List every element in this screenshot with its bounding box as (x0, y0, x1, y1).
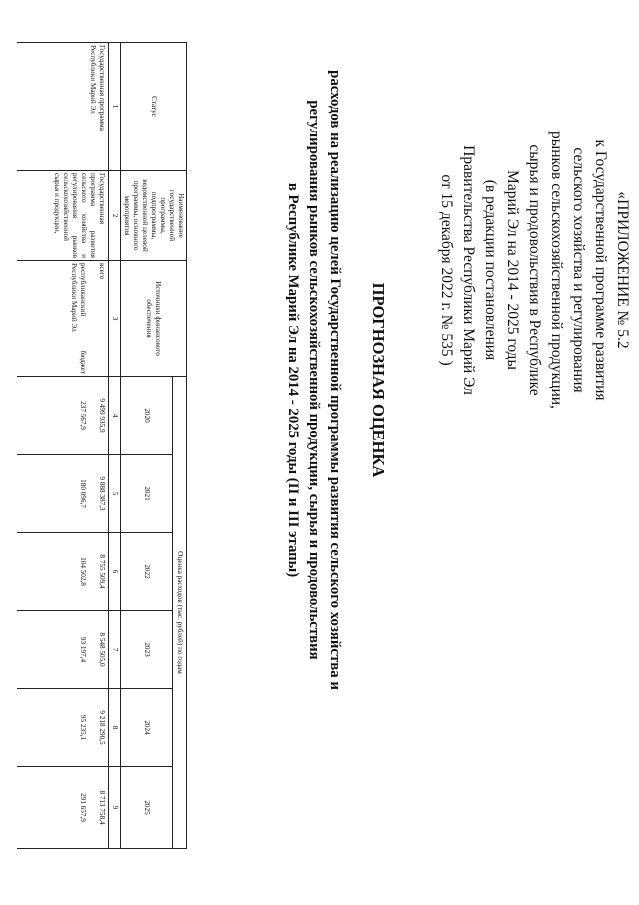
header-year: 2023 (121, 611, 173, 689)
column-number: 9 (109, 767, 121, 849)
header-year: 2025 (121, 767, 173, 849)
column-number: 3 (109, 261, 121, 377)
value-republican-budget: 291 657,9 (79, 793, 87, 822)
approval-line: «ПРИЛОЖЕНИЕ № 5.2 (614, 191, 631, 349)
header-year: 2022 (121, 533, 173, 611)
year-cell (17, 455, 109, 533)
document-subtitle-line: в Республике Марий Эл на 2014 - 2025 годы (II и III этапы) (285, 182, 301, 578)
approval-line: от 15 декабря 2022 г. № 535 ) (438, 174, 455, 366)
row-funding-sources (17, 261, 109, 377)
value-republican-budget: 95 235,1 (79, 714, 87, 741)
approval-line: Марий Эл на 2014 - 2025 годы (504, 170, 521, 370)
header-expense-estimate: Оценка расходов (тыс. рублей) по годам (173, 377, 187, 849)
approval-line: сырья и продовольствия в Республике (526, 144, 543, 396)
header-year: 2020 (121, 377, 173, 455)
row-program-name: Государственная программа развития сельского хозяйства и регулирования рынков сельскохозяйственной сырья и продукции, (17, 171, 109, 261)
source-label-total: всего (98, 263, 106, 280)
expense-estimate-table (17, 42, 187, 849)
header-year: 2021 (121, 455, 173, 533)
value-republican-budget: 237 567,9 (79, 401, 87, 430)
approval-line: Правительства Республики Марий Эл (460, 145, 477, 395)
header-year: 2024 (121, 689, 173, 767)
value-republican-budget: 180 096,7 (79, 479, 87, 508)
column-number: 4 (109, 377, 121, 455)
approval-line: к Государственной программе развития (592, 139, 609, 401)
year-cell (17, 689, 109, 767)
approval-line: (в редакции постановления (482, 179, 499, 361)
source-label-republican-budget: республиканский бюджет Республики Марий Эл (70, 263, 87, 374)
year-cell (17, 611, 109, 689)
approval-line: рынков сельскохозяйственной продукции, (548, 131, 565, 409)
value-total: 9 888 387,3 (98, 476, 106, 511)
approval-stamp (435, 120, 633, 420)
value-total: 9 218 290,5 (98, 710, 106, 745)
value-total: 8 548 505,0 (98, 632, 106, 667)
document-heading (282, 40, 389, 720)
value-total: 8 713 758,4 (98, 790, 106, 825)
column-number: 1 (109, 43, 121, 171)
column-number: 6 (109, 533, 121, 611)
column-number: 7 (109, 611, 121, 689)
table-row (17, 43, 109, 849)
row-status: Государственная программа Республики Марий Эл (17, 43, 109, 171)
column-number: 5 (109, 455, 121, 533)
value-republican-budget: 93 197,4 (79, 636, 87, 663)
header-funding-source: Источники финансового обеспечения (121, 261, 187, 377)
document-subtitle-line: регулирования рынков сельскохозяйственной продукции, сырья и продовольствия (306, 100, 322, 660)
value-total: 8 755 509,4 (98, 554, 106, 589)
value-total: 9 499 935,9 (98, 398, 106, 433)
header-status: Статус (121, 43, 187, 171)
document-title: ПРОГНОЗНАЯ ОЦЕНКА (369, 282, 388, 478)
year-cell (17, 767, 109, 849)
column-number: 2 (109, 171, 121, 261)
year-cell (17, 377, 109, 455)
header-program-name: Наименование государственной программы, подпрограммы, ведомственной целевой программы, основного мероприятия (121, 171, 187, 261)
column-number: 8 (109, 689, 121, 767)
approval-line: сельского хозяйства и регулирования (570, 147, 587, 393)
document-subtitle-line: расходов на реализацию целей Государственной программы развития сельского хозяйства и (327, 70, 343, 690)
year-cell (17, 533, 109, 611)
value-republican-budget: 104 502,8 (79, 557, 87, 586)
